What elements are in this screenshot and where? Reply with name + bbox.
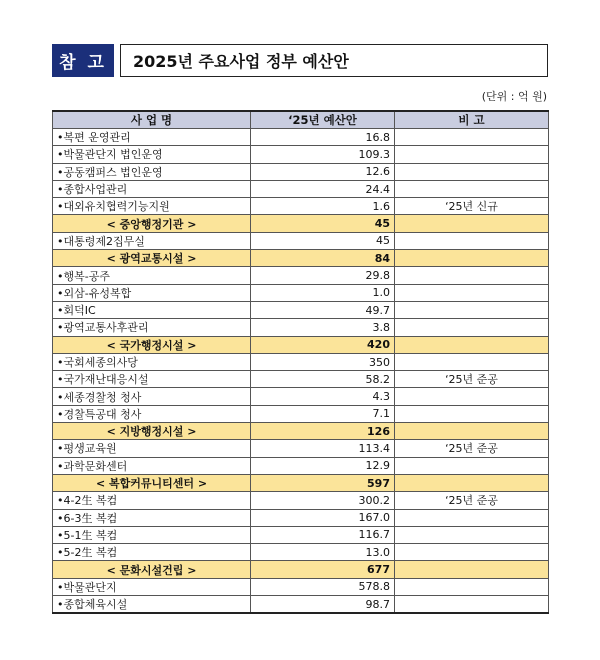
row-note [395, 509, 549, 526]
row-note [395, 457, 549, 474]
table-row [53, 457, 549, 474]
row-note [395, 319, 549, 336]
row-project-name: •5-2生 복컴 [53, 544, 251, 561]
row-budget-amount: 597 [251, 474, 395, 491]
document-title: 2025년 주요사업 정부 예산안 [120, 44, 548, 77]
row-project-name: < 중앙행정기관 > [53, 215, 251, 232]
row-budget-amount: 49.7 [251, 301, 395, 318]
row-project-name: < 문화시설건립 > [53, 561, 251, 578]
column-header-project: 사 업 명 [53, 111, 251, 129]
row-project-name: •세종경찰청 청사 [53, 388, 251, 405]
row-budget-amount: 113.4 [251, 440, 395, 457]
row-project-name: •국가재난대응시설 [53, 371, 251, 388]
row-project-name: •종합체육시설 [53, 596, 251, 614]
row-project-name: •광역교통사후관리 [53, 319, 251, 336]
row-project-name: < 지방행정시설 > [53, 423, 251, 440]
row-budget-amount: 13.0 [251, 544, 395, 561]
row-budget-amount: 7.1 [251, 405, 395, 422]
row-budget-amount: 4.3 [251, 388, 395, 405]
table-row [53, 388, 549, 405]
table-row [53, 129, 549, 146]
row-budget-amount: 45 [251, 215, 395, 232]
table-row [53, 526, 549, 543]
table-header-row [53, 111, 549, 129]
row-project-name: •4-2生 복컴 [53, 492, 251, 509]
row-project-name: •6-3生 복컴 [53, 509, 251, 526]
table-row [53, 180, 549, 197]
row-project-name: •행복-공주 [53, 267, 251, 284]
row-project-name: < 국가행정시설 > [53, 336, 251, 353]
row-budget-amount: 58.2 [251, 371, 395, 388]
table-row [53, 163, 549, 180]
row-budget-amount: 16.8 [251, 129, 395, 146]
row-budget-amount: 350 [251, 353, 395, 370]
row-project-name: •5-1生 복컴 [53, 526, 251, 543]
row-project-name: •박물관단지 [53, 578, 251, 595]
table-row [53, 284, 549, 301]
row-budget-amount: 3.8 [251, 319, 395, 336]
row-note [395, 250, 549, 267]
row-project-name: •대외유치협력기능지원 [53, 198, 251, 215]
row-note [395, 336, 549, 353]
row-note: ‘25년 신규 [395, 198, 549, 215]
row-note [395, 405, 549, 422]
table-row [53, 319, 549, 336]
row-budget-amount: 420 [251, 336, 395, 353]
row-budget-amount: 12.6 [251, 163, 395, 180]
table-row [53, 405, 549, 422]
row-note [395, 423, 549, 440]
row-note [395, 561, 549, 578]
row-budget-amount: 167.0 [251, 509, 395, 526]
row-note [395, 474, 549, 491]
subtotal-row [53, 423, 549, 440]
row-project-name: •과학문화센터 [53, 457, 251, 474]
table-row [53, 440, 549, 457]
row-budget-amount: 1.6 [251, 198, 395, 215]
row-budget-amount: 45 [251, 232, 395, 249]
table-row [53, 371, 549, 388]
table-row [53, 492, 549, 509]
row-project-name: •종합사업관리 [53, 180, 251, 197]
row-budget-amount: 29.8 [251, 267, 395, 284]
row-note [395, 578, 549, 595]
row-project-name: < 광역교통시설 > [53, 250, 251, 267]
row-note [395, 129, 549, 146]
row-budget-amount: 98.7 [251, 596, 395, 614]
row-budget-amount: 116.7 [251, 526, 395, 543]
row-budget-amount: 84 [251, 250, 395, 267]
row-note [395, 215, 549, 232]
row-budget-amount: 126 [251, 423, 395, 440]
row-note [395, 526, 549, 543]
row-note [395, 544, 549, 561]
row-project-name: •공동캠퍼스 법인운영 [53, 163, 251, 180]
column-header-note: 비 고 [395, 111, 549, 129]
table-row [53, 146, 549, 163]
row-project-name: •회덕IC [53, 301, 251, 318]
row-note [395, 284, 549, 301]
table-body [53, 129, 549, 614]
table-row [53, 578, 549, 595]
table-row [53, 301, 549, 318]
row-note [395, 232, 549, 249]
subtotal-row [53, 561, 549, 578]
table-row [53, 353, 549, 370]
reference-badge: 참 고 [52, 44, 114, 77]
row-note [395, 146, 549, 163]
table-row [53, 232, 549, 249]
subtotal-row [53, 215, 549, 232]
subtotal-row [53, 250, 549, 267]
row-budget-amount: 1.0 [251, 284, 395, 301]
row-note: ‘25년 준공 [395, 492, 549, 509]
subtotal-row [53, 336, 549, 353]
row-budget-amount: 300.2 [251, 492, 395, 509]
row-project-name: •대통령제2집무실 [53, 232, 251, 249]
row-note [395, 163, 549, 180]
row-budget-amount: 12.9 [251, 457, 395, 474]
table-row [53, 267, 549, 284]
row-project-name: •경찰특공대 청사 [53, 405, 251, 422]
row-budget-amount: 677 [251, 561, 395, 578]
row-project-name: •복편 운영관리 [53, 129, 251, 146]
table-row [53, 509, 549, 526]
row-budget-amount: 578.8 [251, 578, 395, 595]
row-project-name: •평생교육원 [53, 440, 251, 457]
row-note [395, 301, 549, 318]
document-header [52, 44, 548, 77]
table-row [53, 198, 549, 215]
row-note [395, 180, 549, 197]
row-note: ‘25년 준공 [395, 371, 549, 388]
row-note [395, 267, 549, 284]
row-note [395, 388, 549, 405]
column-header-budget: ‘25년 예산안 [251, 111, 395, 129]
table-row [53, 544, 549, 561]
row-note [395, 353, 549, 370]
row-budget-amount: 109.3 [251, 146, 395, 163]
budget-table [52, 110, 549, 614]
table-row [53, 596, 549, 614]
unit-note: (단위 : 억 원) [481, 90, 547, 103]
row-project-name: •박물관단지 법인운영 [53, 146, 251, 163]
subtotal-row [53, 474, 549, 491]
row-project-name: < 복합커뮤니티센터 > [53, 474, 251, 491]
row-project-name: •외삼-유성복합 [53, 284, 251, 301]
row-project-name: •국회세종의사당 [53, 353, 251, 370]
row-budget-amount: 24.4 [251, 180, 395, 197]
row-note [395, 596, 549, 614]
row-note: ‘25년 준공 [395, 440, 549, 457]
